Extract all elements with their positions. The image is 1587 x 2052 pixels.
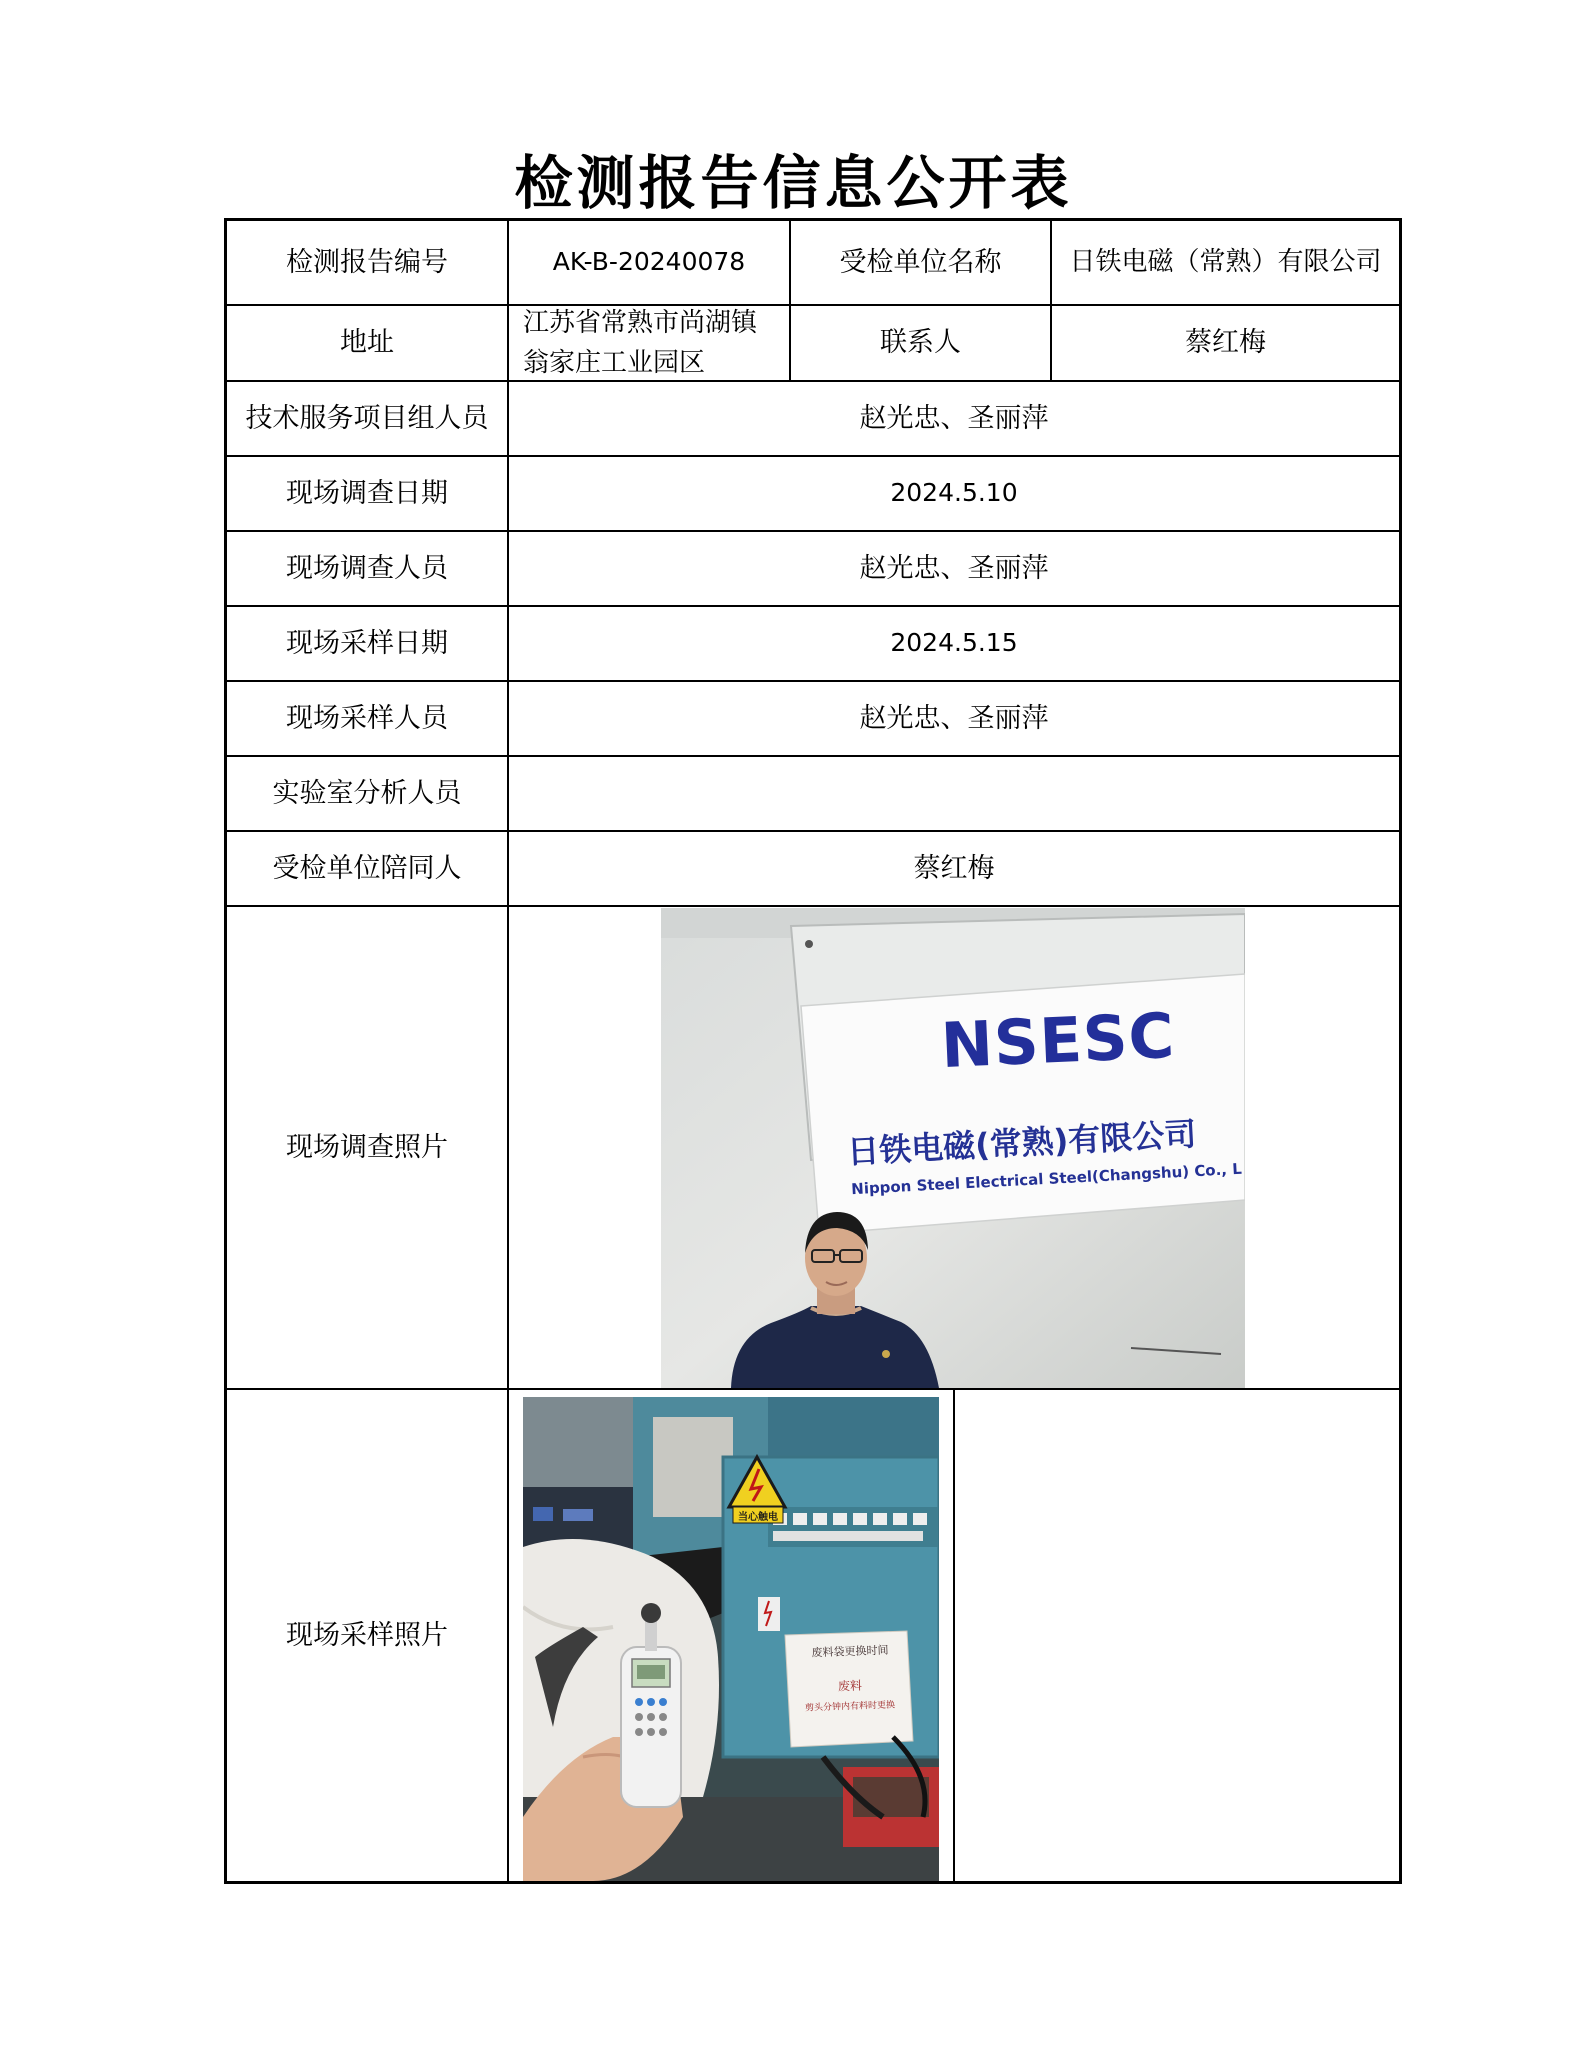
report-no-label: 检测报告编号 <box>286 246 448 278</box>
row-value-sampling-staff: 赵光忠、圣丽萍 <box>859 702 1049 734</box>
row-label-sampling-staff: 现场采样人员 <box>286 702 448 734</box>
contact-label: 联系人 <box>880 327 961 359</box>
row-label-project-team: 技术服务项目组人员 <box>245 402 489 434</box>
notice-line-1: 废料袋更换时间 <box>811 1643 889 1660</box>
address-line-1: 江苏省常熟市尚湖镇 <box>523 307 758 338</box>
address-value <box>509 306 789 380</box>
row-label-lab-analysts: 实验室分析人员 <box>272 777 462 809</box>
address-line-2: 翁家庄工业园区 <box>523 348 706 378</box>
notice-line-3: 剪头分钟内有料时更换 <box>804 1700 896 1714</box>
row-value-lab-analysts <box>509 757 1399 830</box>
row-value-survey-staff: 赵光忠、圣丽萍 <box>859 552 1049 584</box>
survey-photo <box>661 908 1245 1388</box>
row-label-survey-staff: 现场调查人员 <box>286 552 448 584</box>
sign-logo-text: NSESC <box>939 998 1177 1083</box>
unit-name-value: 日铁电磁（常熟）有限公司 <box>1069 246 1382 277</box>
sampling-photo <box>523 1397 939 1881</box>
row-label-escort: 受检单位陪同人 <box>272 852 462 884</box>
sampling-photo-label: 现场采样照片 <box>286 1619 448 1651</box>
sampling-photo-image <box>523 1397 939 1881</box>
page-title: 检测报告信息公开表 <box>514 149 1073 217</box>
row-label-survey-date: 现场调查日期 <box>286 477 448 509</box>
unit-name-label: 受检单位名称 <box>839 246 1002 278</box>
address-label: 地址 <box>340 327 394 359</box>
person-figure <box>661 908 1245 1388</box>
row-value-project-team: 赵光忠、圣丽萍 <box>859 402 1049 434</box>
row-label-sampling-date: 现场采样日期 <box>286 627 448 659</box>
report-table <box>224 218 1402 1884</box>
sign-company-en: Nippon Steel Electrical Steel(Changshu) Co., L <box>850 1159 1243 1199</box>
row-value-survey-date: 2024.5.10 <box>890 478 1018 508</box>
column-divider <box>953 1388 955 1881</box>
sign-company-cn: 日铁电磁(常熟)有限公司 <box>846 1114 1198 1172</box>
row-value-escort: 蔡红梅 <box>913 852 995 884</box>
row-value-sampling-date: 2024.5.15 <box>890 628 1018 658</box>
warning-sign-text: 当心触电 <box>738 1512 778 1523</box>
contact-value: 蔡红梅 <box>1185 327 1266 359</box>
report-no-value: AK-B-20240078 <box>552 247 746 277</box>
notice-line-2: 废料 <box>837 1678 863 1694</box>
survey-photo-label: 现场调查照片 <box>286 1131 448 1163</box>
